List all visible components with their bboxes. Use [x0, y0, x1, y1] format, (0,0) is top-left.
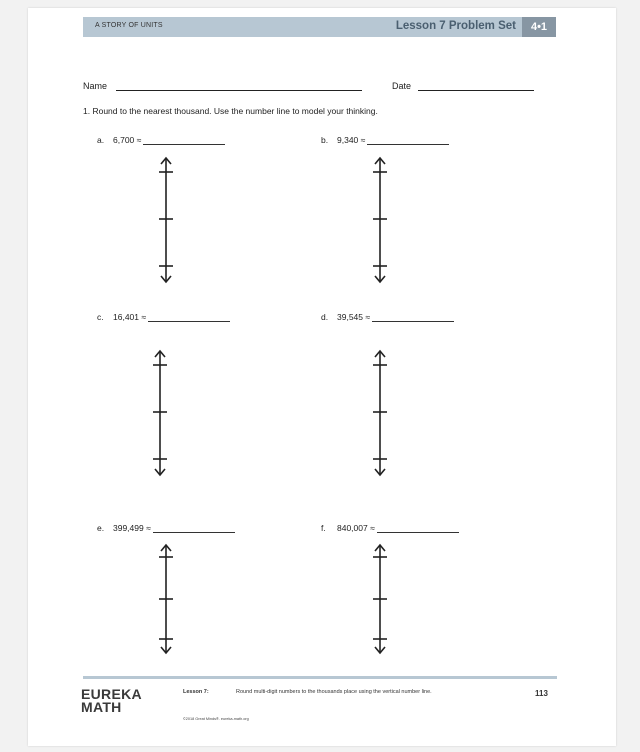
answer-blank[interactable]	[153, 524, 235, 533]
problem-letter: c.	[97, 312, 104, 322]
problem-f	[321, 523, 459, 533]
eureka-math-logo	[81, 688, 142, 714]
problem-e	[97, 523, 235, 533]
number-line-a[interactable]	[158, 156, 174, 286]
date-label: Date	[392, 81, 412, 91]
logo-line-1: EUREKA	[81, 686, 142, 702]
name-blank[interactable]	[116, 82, 362, 91]
name-label: Name	[83, 81, 108, 91]
number-line-b[interactable]	[372, 156, 388, 286]
problem-d	[321, 312, 454, 322]
number-line-d[interactable]	[372, 349, 388, 479]
question-prompt: 1. Round to the nearest thousand. Use the number line to model your thinking.	[83, 106, 378, 116]
problem-expression: 9,340 ≈	[337, 135, 366, 145]
problem-letter: e.	[97, 523, 105, 533]
problem-letter: d.	[321, 312, 329, 322]
problem-b	[321, 135, 449, 145]
problem-letter: b.	[321, 135, 329, 145]
name-field-row	[83, 81, 362, 91]
date-blank[interactable]	[418, 82, 534, 91]
grade-module-badge: 4•1	[522, 17, 556, 37]
number-line-c[interactable]	[152, 349, 168, 479]
copyright-notice: ©2018 Great Minds®. eureka-math.org	[183, 717, 249, 721]
problem-expression: 840,007 ≈	[337, 523, 375, 533]
problem-letter: f.	[321, 523, 326, 533]
answer-blank[interactable]	[148, 313, 230, 322]
answer-blank[interactable]	[367, 136, 449, 145]
page-number: 113	[535, 689, 548, 698]
problem-a	[97, 135, 225, 145]
problem-c	[97, 312, 230, 322]
logo-line-2: MATH	[81, 699, 122, 715]
series-title: A STORY OF UNITS	[95, 22, 163, 29]
problem-expression: 16,401 ≈	[113, 312, 147, 322]
footer-lesson-label: Lesson 7:	[183, 689, 209, 695]
worksheet-page	[28, 8, 616, 746]
number-line-f[interactable]	[372, 543, 388, 658]
problem-letter: a.	[97, 135, 105, 145]
footer-divider	[83, 676, 557, 679]
page-header	[83, 17, 556, 37]
answer-blank[interactable]	[143, 136, 225, 145]
number-line-e[interactable]	[158, 543, 174, 658]
problem-expression: 6,700 ≈	[113, 135, 142, 145]
problem-expression: 39,545 ≈	[337, 312, 371, 322]
answer-blank[interactable]	[372, 313, 454, 322]
lesson-title: Lesson 7 Problem Set	[395, 20, 516, 32]
problem-expression: 399,499 ≈	[113, 523, 151, 533]
answer-blank[interactable]	[377, 524, 459, 533]
date-field-row	[392, 81, 534, 91]
footer-lesson-description: Round multi-digit numbers to the thousands place using the vertical number line.	[236, 689, 432, 695]
